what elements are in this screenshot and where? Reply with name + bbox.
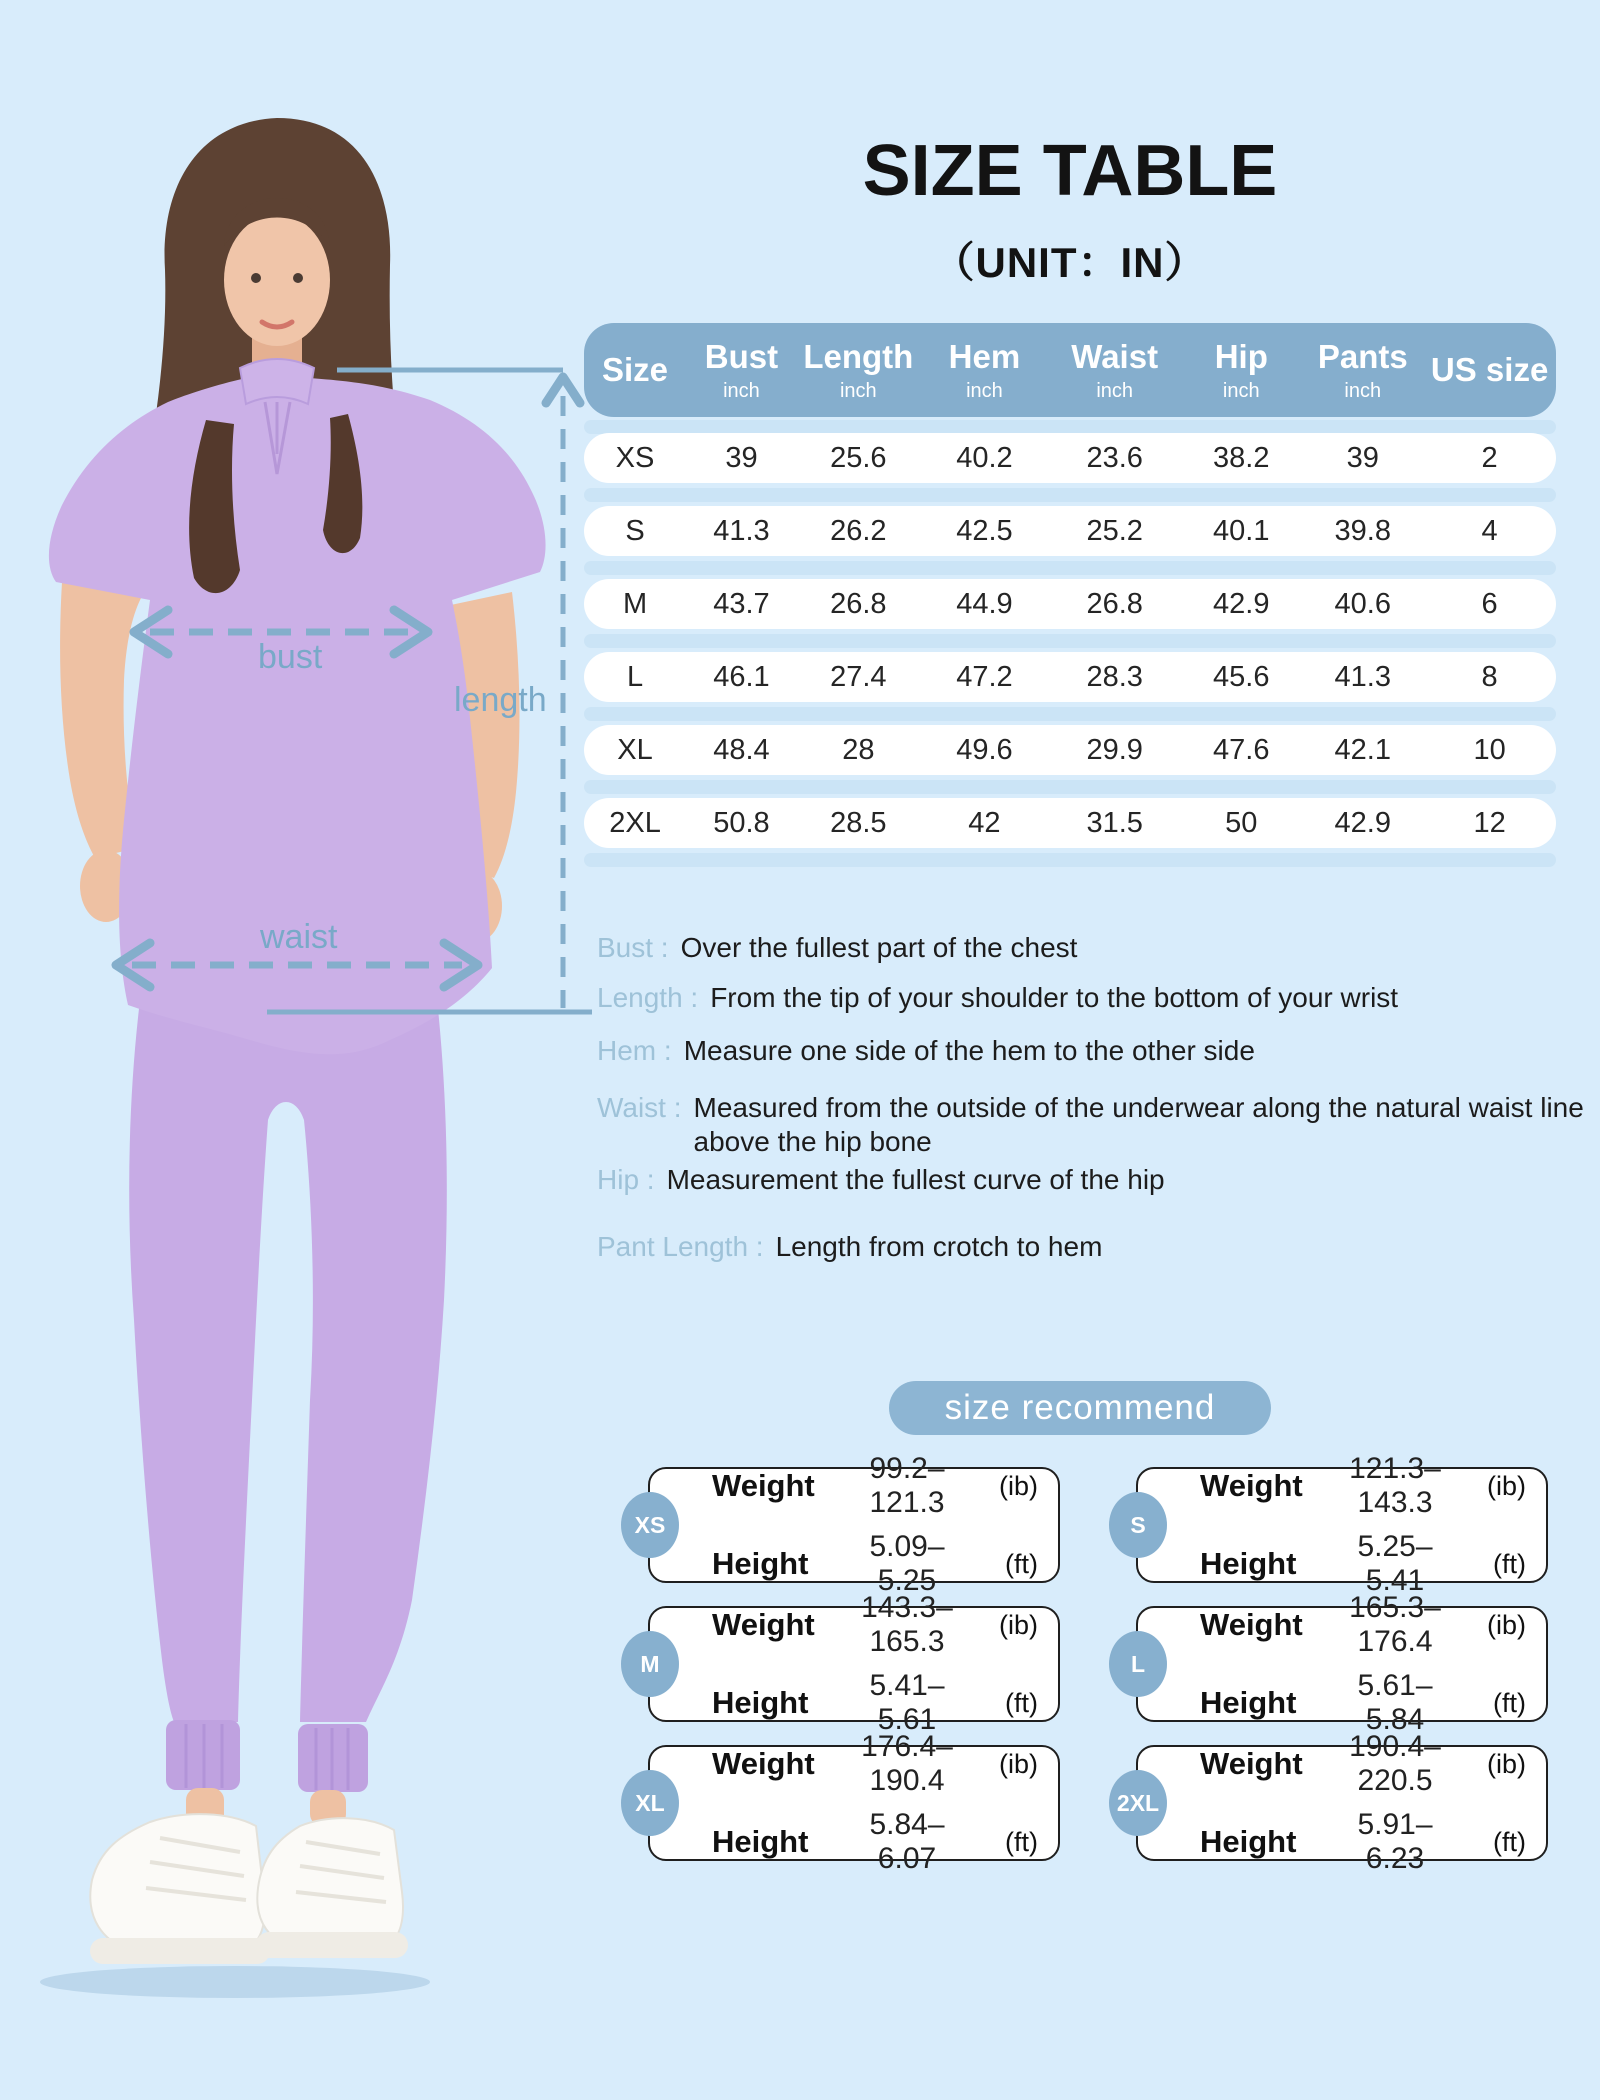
size-badge-xl: XL	[621, 1770, 679, 1836]
weight-label: Weight	[712, 1746, 815, 1781]
cell-pants: 39.8	[1334, 514, 1391, 547]
table-row-m	[584, 579, 1556, 629]
weight-label: Weight	[1200, 1607, 1303, 1642]
recommend-card-l	[1130, 1591, 1548, 1736]
weight-range: 143.3–165.3	[861, 1591, 953, 1658]
height-label: Height	[712, 1546, 809, 1581]
cell-waist: 28.3	[1086, 660, 1143, 693]
cell-size: S	[625, 514, 645, 547]
cell-length: 26.2	[830, 514, 887, 547]
row-stripe	[584, 707, 1556, 721]
column-header-hip: Hip inch	[1214, 337, 1268, 402]
cell-hip: 45.6	[1213, 660, 1270, 693]
height-range: 5.91–6.23	[1357, 1808, 1433, 1875]
row-stripe	[584, 488, 1556, 502]
table-row-l	[584, 652, 1556, 702]
height-range: 5.09–5.25	[869, 1530, 945, 1597]
waist-annotation-label: waist	[260, 918, 338, 956]
cell-us-size: 10	[1473, 733, 1506, 766]
height-label: Height	[712, 1824, 809, 1859]
cell-us-size: 8	[1481, 660, 1498, 693]
cell-hem: 40.2	[956, 441, 1013, 474]
cell-size: XL	[617, 733, 653, 766]
size-badge-xs: XS	[621, 1492, 679, 1558]
recommend-card-xs	[634, 1452, 1060, 1597]
column-header-hem: Hem inch	[948, 337, 1021, 402]
row-stripe	[584, 780, 1556, 794]
recommend-card-2xl	[1116, 1730, 1548, 1875]
cell-us-size: 6	[1481, 587, 1498, 620]
length-annotation-label: length	[454, 681, 547, 719]
floor-shadow	[40, 1966, 430, 1998]
cell-length: 25.6	[830, 441, 887, 474]
cell-waist: 29.9	[1086, 733, 1143, 766]
weight-unit: (ib)	[999, 1609, 1038, 1640]
size-table-header	[584, 323, 1556, 417]
cell-pants: 39	[1346, 441, 1379, 474]
column-header-pants: Pants inch	[1317, 337, 1408, 402]
cell-size: L	[626, 660, 644, 693]
cell-us-size: 2	[1481, 441, 1498, 474]
collar	[240, 359, 314, 404]
page-subtitle: （UNIT：IN）	[932, 239, 1208, 286]
size-badge-m: M	[621, 1631, 679, 1697]
cell-bust: 41.3	[713, 514, 770, 547]
column-header-length: Length inch	[803, 337, 914, 402]
weight-range: 99.2–121.3	[869, 1452, 945, 1519]
weight-range: 121.3–143.3	[1349, 1452, 1441, 1519]
column-header-waist: Waist inch	[1071, 337, 1159, 402]
weight-label: Weight	[712, 1607, 815, 1642]
size-badge-l: L	[1109, 1631, 1167, 1697]
row-stripe	[584, 853, 1556, 867]
table-row-xs	[584, 433, 1556, 483]
right-shoe	[257, 1818, 403, 1950]
note-length: Length : From the tip of your shoulder to the bottom of your wrist	[597, 982, 1399, 1013]
cell-pants: 41.3	[1334, 660, 1391, 693]
height-unit: (ft)	[1005, 1687, 1038, 1718]
weight-unit: (ib)	[999, 1748, 1038, 1779]
height-unit: (ft)	[1005, 1548, 1038, 1579]
height-label: Height	[1200, 1685, 1297, 1720]
title-block	[584, 130, 1556, 290]
height-unit: (ft)	[1493, 1548, 1526, 1579]
weight-unit: (ib)	[1487, 1609, 1526, 1640]
note-hip: Hip : Measurement the fullest curve of the hip	[597, 1164, 1165, 1195]
weight-unit: (ib)	[1487, 1748, 1526, 1779]
recommend-card-s	[1130, 1452, 1548, 1597]
height-unit: (ft)	[1493, 1687, 1526, 1718]
weight-range: 190.4–220.5	[1349, 1730, 1441, 1797]
cell-length: 26.8	[830, 587, 887, 620]
cell-hip: 47.6	[1213, 733, 1270, 766]
cell-bust: 39	[725, 441, 758, 474]
size-badge-s: S	[1109, 1492, 1167, 1558]
cell-waist: 31.5	[1086, 806, 1143, 839]
cell-bust: 48.4	[713, 733, 770, 766]
cell-size: XS	[615, 441, 655, 474]
table-row-s	[584, 506, 1556, 556]
note-bust: Bust : Over the fullest part of the chest	[597, 932, 1078, 963]
weight-label: Weight	[1200, 1746, 1303, 1781]
left-shoe	[90, 1814, 265, 1955]
page-title: SIZE TABLE	[862, 131, 1278, 211]
weight-unit: (ib)	[1487, 1470, 1526, 1501]
cell-hip: 50	[1225, 806, 1258, 839]
cell-bust: 46.1	[713, 660, 770, 693]
cell-size: M	[622, 587, 648, 620]
recommend-card-m	[640, 1591, 1060, 1736]
note-waist: Waist : Measured from the outside of the underwear along the natural waist line above the hip bone	[597, 1092, 1584, 1157]
cell-length: 28	[842, 733, 875, 766]
cell-pants: 42.1	[1334, 733, 1391, 766]
weight-label: Weight	[1200, 1468, 1303, 1503]
cell-length: 27.4	[830, 660, 887, 693]
size-table	[584, 323, 1556, 871]
height-unit: (ft)	[1493, 1826, 1526, 1857]
weight-unit: (ib)	[999, 1470, 1038, 1501]
size-badge-2xl: 2XL	[1109, 1770, 1167, 1836]
row-stripe	[584, 561, 1556, 575]
cell-hem: 47.2	[956, 660, 1013, 693]
weight-label: Weight	[712, 1468, 815, 1503]
cell-bust: 43.7	[713, 587, 770, 620]
cell-pants: 40.6	[1334, 587, 1391, 620]
cell-size: 2XL	[609, 806, 661, 839]
cell-us-size: 4	[1481, 514, 1498, 547]
cell-waist: 26.8	[1086, 587, 1143, 620]
cell-hem: 42	[968, 806, 1001, 839]
recommend-cards	[634, 1452, 1548, 1875]
height-label: Height	[1200, 1546, 1297, 1581]
row-stripe	[584, 634, 1556, 648]
cell-hip: 40.1	[1213, 514, 1270, 547]
height-range: 5.61–5.84	[1357, 1669, 1433, 1736]
table-row-xl	[584, 725, 1556, 775]
cell-length: 28.5	[830, 806, 887, 839]
cell-hem: 42.5	[956, 514, 1013, 547]
cell-hip: 38.2	[1213, 441, 1270, 474]
note-pant-length: Pant Length : Length from crotch to hem	[597, 1231, 1103, 1262]
bust-annotation-label: bust	[258, 638, 323, 676]
pants	[129, 990, 447, 1722]
height-range: 5.25–5.41	[1357, 1530, 1433, 1597]
cell-us-size: 12	[1473, 806, 1506, 839]
row-stripe	[584, 420, 1556, 434]
weight-range: 176.4–190.4	[861, 1730, 953, 1797]
note-hem: Hem : Measure one side of the hem to the other side	[597, 1035, 1255, 1066]
weight-range: 165.3–176.4	[1349, 1591, 1441, 1658]
size-table-body	[584, 433, 1556, 848]
recommend-card-xl	[635, 1730, 1060, 1875]
column-header-bust: Bust inch	[704, 337, 779, 402]
height-range: 5.41–5.61	[869, 1669, 945, 1736]
height-label: Height	[1200, 1824, 1297, 1859]
cell-waist: 23.6	[1086, 441, 1143, 474]
column-header-size: Size	[602, 351, 669, 388]
cell-hem: 49.6	[956, 733, 1013, 766]
cell-waist: 25.2	[1086, 514, 1143, 547]
size-recommend-heading: size recommend	[889, 1381, 1271, 1435]
cell-bust: 50.8	[713, 806, 770, 839]
table-row-2xl	[584, 798, 1556, 848]
height-label: Height	[712, 1685, 809, 1720]
cell-pants: 42.9	[1334, 806, 1391, 839]
height-range: 5.84–6.07	[869, 1808, 945, 1875]
column-header-us-size: US size	[1430, 351, 1549, 388]
cell-hip: 42.9	[1213, 587, 1270, 620]
cell-hem: 44.9	[956, 587, 1013, 620]
height-unit: (ft)	[1005, 1826, 1038, 1857]
